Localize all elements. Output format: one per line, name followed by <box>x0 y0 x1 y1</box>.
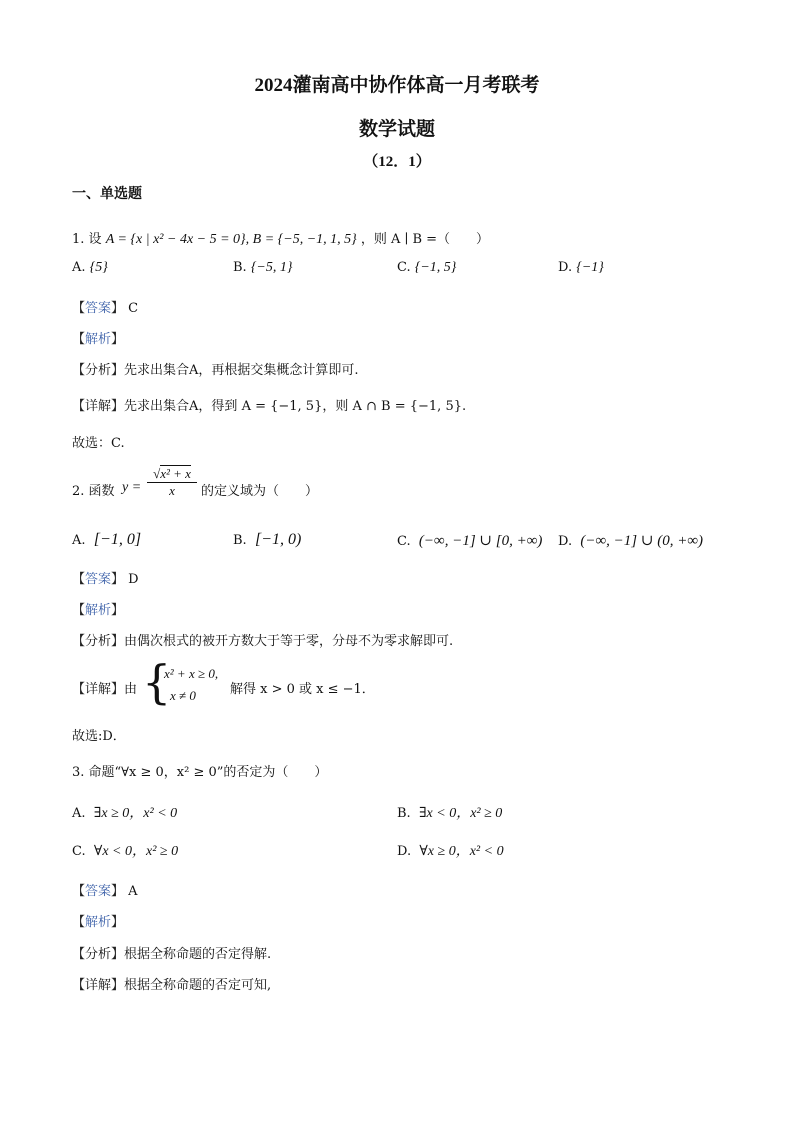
q2-xiangjie-suffix: 解得 x > 0 或 x ≤ −1． <box>230 682 375 697</box>
page-title: 2024灌南高中协作体高一月考联考 <box>254 75 540 96</box>
q2-answer: 【答案】 D <box>72 572 139 587</box>
q1-conclusion: 故选：C. <box>72 436 125 451</box>
q2-conclusion: 故选:D． <box>72 729 126 744</box>
q1-option-c: C. {−1, 5} <box>397 260 457 275</box>
q1-analysis-tag: 【解析】 <box>72 332 125 347</box>
q3-option-b: B. ∃x < 0，x² ≥ 0 <box>397 806 503 821</box>
q2-system-line2: x ≠ 0 <box>170 688 196 703</box>
q2-option-a: A. [−1, 0] <box>72 531 142 548</box>
q3-option-d: D. ∀x ≥ 0，x² < 0 <box>397 844 504 859</box>
q1-fenxi: 【分析】先求出集合A，再根据交集概念计算即可. <box>72 363 359 378</box>
q3-fenxi: 【分析】根据全称命题的否定得解. <box>72 947 272 962</box>
q2-analysis-tag: 【解析】 <box>72 603 125 618</box>
q3-stem: 3. 命题“∀x ≥ 0，x² ≥ 0”的否定为（ ） <box>72 765 328 780</box>
q3-answer: 【答案】 A <box>72 884 138 899</box>
q1-stem-math: A = {x | x² − 4x − 5 = 0}, B = {−5, −1, 1, 5} <box>105 232 357 247</box>
left-brace-icon: { <box>142 655 172 709</box>
q2-option-c: C. (−∞, −1] ∪ [0, +∞) <box>397 533 543 549</box>
q2-stem-prefix: 2. 函数 <box>72 484 115 499</box>
q1-option-d: D. {−1} <box>558 260 604 275</box>
q2-system-line1: x² + x ≥ 0, <box>164 666 219 681</box>
q2-option-b: B. [−1, 0) <box>233 531 302 548</box>
q2-fraction <box>147 466 197 499</box>
q1-option-a: A. {5} <box>72 260 108 275</box>
exam-date: （12．1） <box>363 154 431 170</box>
q2-option-d: D. (−∞, −1] ∪ (0, +∞) <box>558 533 704 549</box>
q3-analysis-tag: 【解析】 <box>72 915 125 930</box>
q2-func-denominator: x <box>169 483 175 498</box>
page-subtitle: 数学试题 <box>358 119 435 140</box>
q1-stem-suffix: ，则 A ∣ B =（ ） <box>360 232 490 247</box>
q2-fenxi: 【分析】由偶次根式的被开方数大于等于零，分母不为零求解即可. <box>72 634 454 649</box>
q1-xiangjie: 【详解】先求出集合A，得到 A = {−1, 5}，则 A ∩ B = {−1, 5}. <box>72 399 467 414</box>
q3-xiangjie: 【详解】根据全称命题的否定可知, <box>72 978 272 993</box>
q1-stem <box>72 228 489 248</box>
q1-stem-prefix: 1. 设 <box>72 232 102 247</box>
q2-func-numerator: √x² + x <box>147 466 197 483</box>
q1-answer: 【答案】 C <box>72 301 139 316</box>
q2-func-lhs: y = <box>122 480 142 495</box>
q2-stem-suffix: 的定义域为（ ） <box>201 484 319 499</box>
section-heading: 一、单选题 <box>72 186 142 202</box>
q1-option-b: B. {−5, 1} <box>233 260 293 275</box>
q2-xiangjie-label: 【详解】由 <box>72 682 138 697</box>
q3-option-c: C. ∀x < 0，x² ≥ 0 <box>72 844 179 859</box>
q3-option-a: A. ∃x ≥ 0，x² < 0 <box>72 806 178 821</box>
